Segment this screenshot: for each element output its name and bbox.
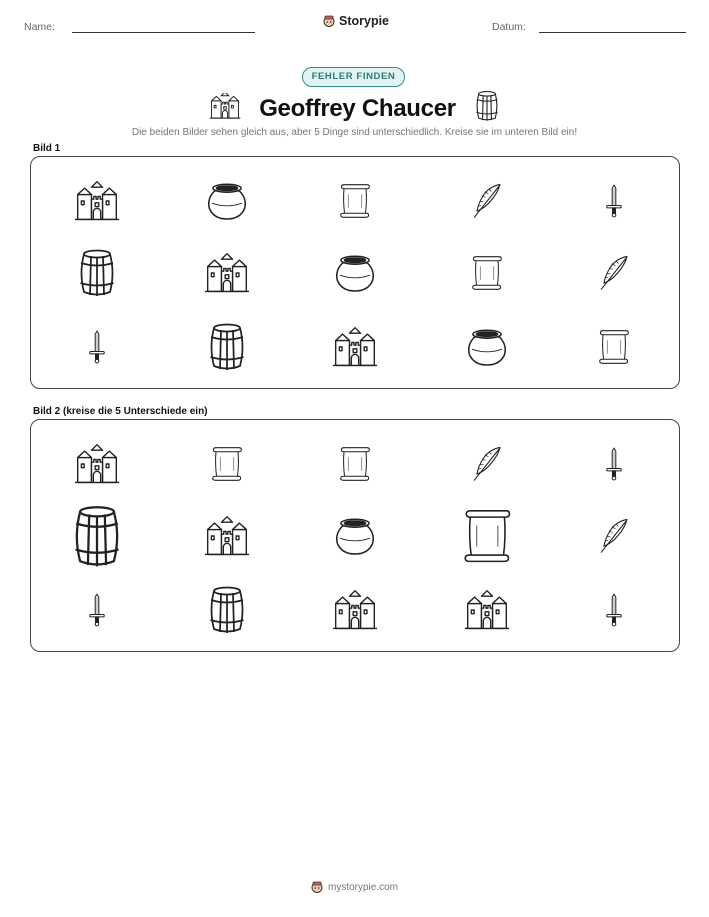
- sword-icon[interactable]: [599, 439, 629, 489]
- title-row: [0, 90, 709, 127]
- quill-icon[interactable]: [596, 511, 632, 561]
- pot-icon: [465, 326, 509, 368]
- sword-icon[interactable]: [599, 585, 629, 635]
- picture1-label: Bild 1: [33, 143, 61, 154]
- name-label: Name:: [24, 21, 55, 33]
- picture1-panel: [30, 156, 680, 389]
- pot-icon: [205, 180, 249, 222]
- footer-link[interactable]: mystorypie.com: [327, 882, 398, 893]
- barrel-icon: [474, 90, 500, 127]
- castle-icon[interactable]: [464, 589, 510, 631]
- badge-find-errors: FEHLER FINDEN: [302, 67, 405, 87]
- barrel-icon[interactable]: [71, 504, 123, 569]
- castle-icon: [332, 326, 378, 368]
- castle-icon: [209, 93, 241, 124]
- scroll-icon[interactable]: [338, 442, 372, 486]
- instructions: Die beiden Bilder sehen gleich aus, aber 5 Dinge sind unterschiedlich. Kreise sie im unteren Bild ein!: [131, 127, 578, 138]
- castle-icon[interactable]: [204, 515, 250, 557]
- scroll-icon: [470, 251, 504, 295]
- quill-icon: [469, 176, 505, 226]
- barrel-icon: [77, 248, 117, 298]
- quill-icon[interactable]: [469, 439, 505, 489]
- picture2-panel[interactable]: [30, 419, 680, 652]
- barrel-icon: [207, 322, 247, 372]
- castle-icon[interactable]: [74, 443, 120, 485]
- castle-icon: [204, 252, 250, 294]
- scroll-icon: [338, 179, 372, 223]
- footer: [0, 881, 709, 894]
- scroll-icon[interactable]: [461, 502, 514, 570]
- castle-icon: [74, 180, 120, 222]
- pot-icon: [333, 252, 377, 294]
- name-line[interactable]: [72, 32, 255, 33]
- pot-icon[interactable]: [333, 515, 377, 557]
- date-label: Datum:: [492, 21, 526, 33]
- picture2-label: Bild 2 (kreise die 5 Unterschiede ein): [33, 406, 208, 417]
- quill-icon: [596, 248, 632, 298]
- brand-name: Storypie: [339, 14, 390, 28]
- castle-icon[interactable]: [332, 589, 378, 631]
- brand: [323, 14, 389, 28]
- page-title: Geoffrey Chaucer: [259, 94, 456, 122]
- storypie-logo-icon: [311, 881, 323, 894]
- barrel-icon[interactable]: [207, 585, 247, 635]
- scroll-icon: [597, 325, 631, 369]
- storypie-logo-icon: [323, 15, 335, 28]
- scroll-icon[interactable]: [210, 442, 244, 486]
- date-line[interactable]: [539, 32, 686, 33]
- sword-icon: [82, 322, 112, 372]
- sword-icon[interactable]: [82, 585, 112, 635]
- sword-icon: [599, 176, 629, 226]
